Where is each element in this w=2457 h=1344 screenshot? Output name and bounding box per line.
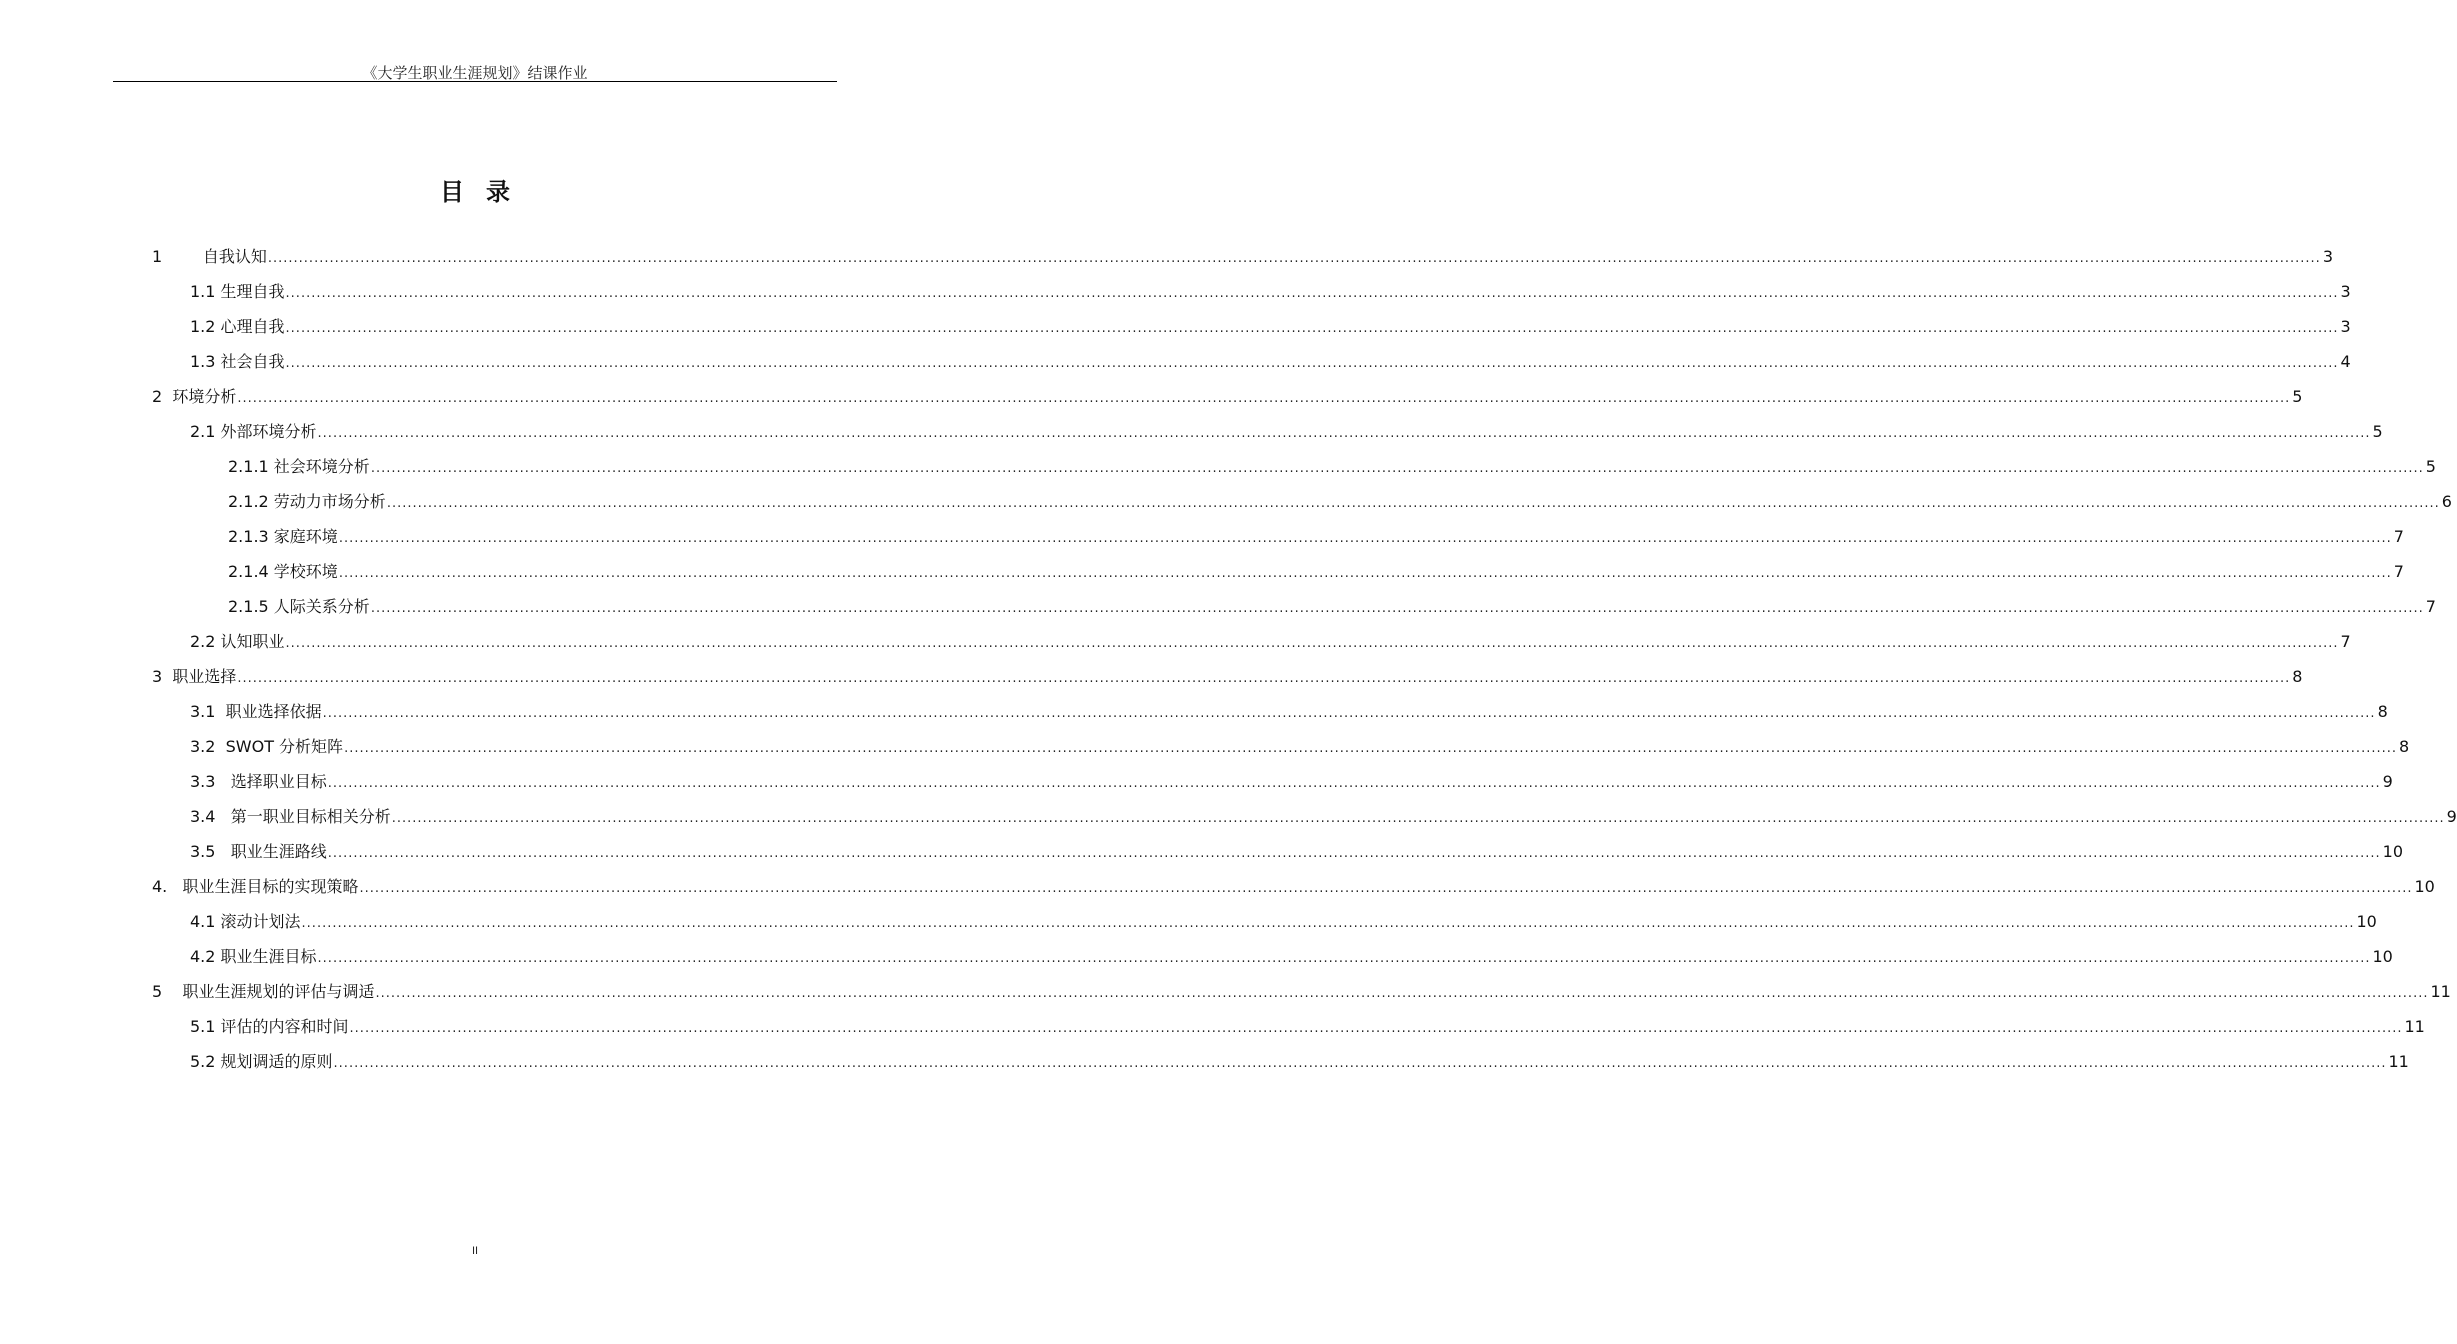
toc-entry[interactable]	[228, 519, 2404, 554]
toc-entry[interactable]	[190, 624, 2351, 659]
toc-leader-dots: ................................................................................................................................................................................................................................................................................................................................................................................................................	[338, 566, 2392, 581]
toc-entry-text: 3.1 职业选择依据	[190, 702, 322, 721]
toc-leader-dots: ................................................................................................................................................................................................................................................................................................................................................................................................................	[375, 986, 2429, 1001]
toc-leader-dots: ................................................................................................................................................................................................................................................................................................................................................................................................................	[285, 286, 2339, 301]
toc-entry-page: 9	[2382, 772, 2393, 791]
toc-entry-page: 11	[2388, 1052, 2409, 1071]
toc-entry[interactable]	[190, 694, 2388, 729]
toc-entry-text: 1.1 生理自我	[190, 282, 285, 301]
toc-leader-dots: ................................................................................................................................................................................................................................................................................................................................................................................................................	[370, 461, 2424, 476]
toc-entry[interactable]	[190, 1044, 2409, 1079]
toc-entry-text: 1.2 心理自我	[190, 317, 285, 336]
toc-entry[interactable]	[190, 729, 2410, 764]
toc-entry-text: 3.3 选择职业目标	[190, 772, 327, 791]
header-rule	[113, 81, 837, 82]
toc-entry-page: 5	[2425, 457, 2436, 476]
toc-leader-dots: ................................................................................................................................................................................................................................................................................................................................................................................................................	[285, 636, 2339, 651]
toc-entry-page: 7	[2425, 597, 2436, 616]
toc-entry[interactable]	[190, 764, 2393, 799]
toc-entry-page: 3	[2340, 282, 2351, 301]
toc-entry[interactable]	[190, 834, 2404, 869]
toc-leader-dots: ................................................................................................................................................................................................................................................................................................................................................................................................................	[317, 951, 2371, 966]
toc-leader-dots: ................................................................................................................................................................................................................................................................................................................................................................................................................	[386, 496, 2440, 511]
toc-entry[interactable]	[190, 414, 2383, 449]
toc-entry-text: 5 职业生涯规划的评估与调适	[152, 982, 375, 1001]
toc-leader-dots: ................................................................................................................................................................................................................................................................................................................................................................................................................	[333, 1056, 2387, 1071]
toc-entry-page: 11	[2430, 982, 2451, 1001]
toc-entry[interactable]	[228, 449, 2436, 484]
toc-entry-page: 10	[2372, 947, 2393, 966]
toc-entry[interactable]	[190, 904, 2377, 939]
toc-entry-text: 2.1.2 劳动力市场分析	[228, 492, 386, 511]
toc-entry[interactable]	[228, 484, 2452, 519]
toc-leader-dots: ................................................................................................................................................................................................................................................................................................................................................................................................................	[237, 391, 2291, 406]
toc-entry[interactable]	[190, 309, 2351, 344]
toc-entry-text: 2.1.5 人际关系分析	[228, 597, 370, 616]
toc-entry-page: 8	[2377, 702, 2388, 721]
toc-leader-dots: ................................................................................................................................................................................................................................................................................................................................................................................................................	[285, 356, 2339, 371]
toc-entry-text: 2.1.3 家庭环境	[228, 527, 338, 546]
toc-entry-page: 3	[2322, 247, 2333, 266]
toc-leader-dots: ................................................................................................................................................................................................................................................................................................................................................................................................................	[322, 706, 2376, 721]
toc-entry-page: 6	[2441, 492, 2452, 511]
toc-leader-dots: ................................................................................................................................................................................................................................................................................................................................................................................................................	[267, 251, 2321, 266]
toc-entry-text: 3 职业选择	[152, 667, 237, 686]
toc-entry-page: 10	[2382, 842, 2404, 861]
toc-entry-page: 11	[2404, 1017, 2425, 1036]
toc-entry-text: 4.1 滚动计划法	[190, 912, 301, 931]
toc-entry[interactable]	[152, 239, 2333, 274]
toc-leader-dots: ................................................................................................................................................................................................................................................................................................................................................................................................................	[349, 1021, 2403, 1036]
toc-entry[interactable]	[190, 274, 2351, 309]
toc-entry[interactable]	[190, 799, 2457, 834]
toc-leader-dots: ................................................................................................................................................................................................................................................................................................................................................................................................................	[327, 846, 2381, 861]
toc-leader-dots: ................................................................................................................................................................................................................................................................................................................................................................................................................	[391, 811, 2445, 826]
toc-leader-dots: ................................................................................................................................................................................................................................................................................................................................................................................................................	[285, 321, 2339, 336]
toc-entry-text: 2.1.4 学校环境	[228, 562, 338, 581]
toc-entry[interactable]	[190, 1009, 2425, 1044]
toc-entry-text: 2 环境分析	[152, 387, 237, 406]
toc-entry-text: 3.2 SWOT 分析矩阵	[190, 737, 344, 756]
toc-entry-page: 8	[2292, 667, 2303, 686]
toc-entry-text: 5.1 评估的内容和时间	[190, 1017, 349, 1036]
toc-entry-page: 10	[2414, 877, 2435, 896]
toc-entry-page: 3	[2340, 317, 2351, 336]
toc-entry-text: 3.5 职业生涯路线	[190, 842, 327, 861]
toc-entry-text: 1.3 社会自我	[190, 352, 285, 371]
toc-entry-text: 1 自我认知	[152, 247, 267, 266]
toc-entry-page: 5	[2292, 387, 2303, 406]
toc-entry-text: 2.2 认知职业	[190, 632, 285, 651]
toc-leader-dots: ................................................................................................................................................................................................................................................................................................................................................................................................................	[370, 601, 2424, 616]
toc-leader-dots: ................................................................................................................................................................................................................................................................................................................................................................................................................	[338, 531, 2392, 546]
toc-entry-text: 4.2 职业生涯目标	[190, 947, 317, 966]
toc-entry[interactable]	[152, 869, 2435, 904]
toc-entry-page: 7	[2393, 562, 2404, 581]
toc-leader-dots: ................................................................................................................................................................................................................................................................................................................................................................................................................	[301, 916, 2355, 931]
running-header: 《大学生职业生涯规划》结课作业	[362, 64, 588, 82]
toc-leader-dots: ................................................................................................................................................................................................................................................................................................................................................................................................................	[359, 881, 2413, 896]
toc-entry-page: 7	[2393, 527, 2404, 546]
toc-entry-text: 5.2 规划调适的原则	[190, 1052, 333, 1071]
toc-entry[interactable]	[152, 974, 2451, 1009]
toc-entry[interactable]	[152, 659, 2303, 694]
toc-title: 目录	[440, 178, 532, 206]
toc-entry-text: 2.1.1 社会环境分析	[228, 457, 370, 476]
toc-leader-dots: ................................................................................................................................................................................................................................................................................................................................................................................................................	[344, 741, 2397, 756]
toc-entry[interactable]	[228, 589, 2436, 624]
toc-entry[interactable]	[190, 344, 2351, 379]
toc-entry-page: 5	[2372, 422, 2383, 441]
toc-entry-page: 10	[2356, 912, 2377, 931]
toc-entry-text: 2.1 外部环境分析	[190, 422, 317, 441]
toc-entry-text: 3.4 第一职业目标相关分析	[190, 807, 391, 826]
toc-leader-dots: ................................................................................................................................................................................................................................................................................................................................................................................................................	[317, 426, 2371, 441]
toc-leader-dots: ................................................................................................................................................................................................................................................................................................................................................................................................................	[237, 671, 2291, 686]
page-number: II	[471, 1245, 479, 1257]
toc-entry-page: 8	[2399, 737, 2410, 756]
toc-entry-text: 4. 职业生涯目标的实现策略	[152, 877, 359, 896]
toc-entry-page: 4	[2340, 352, 2351, 371]
toc-entry-page: 9	[2446, 807, 2457, 826]
toc-leader-dots: ................................................................................................................................................................................................................................................................................................................................................................................................................	[327, 776, 2381, 791]
toc-entry[interactable]	[190, 939, 2393, 974]
toc-entry-page: 7	[2340, 632, 2351, 651]
toc-entry[interactable]	[152, 379, 2303, 414]
toc-entry[interactable]	[228, 554, 2404, 589]
